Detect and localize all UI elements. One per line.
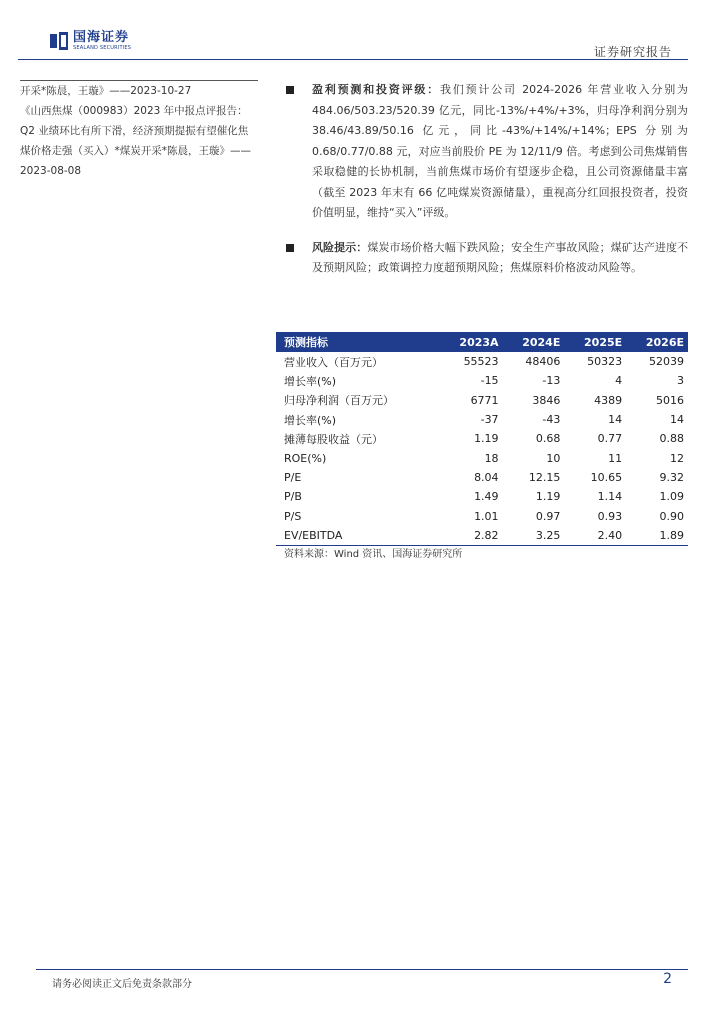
risk-paragraph: [286, 238, 688, 279]
bullet-square-icon: [286, 244, 294, 252]
table-row: [276, 487, 688, 506]
value-cell: 4: [615, 374, 623, 388]
row-label-cell: EV/EBITDA: [276, 526, 439, 546]
value-cell: 0.97: [535, 509, 561, 523]
value-cell: 2.82: [439, 526, 502, 546]
value-cell: 12.15: [528, 470, 561, 484]
forecast-table: [276, 332, 688, 546]
value-cell: 1.19: [474, 432, 499, 446]
logo-mark-icon: [50, 32, 68, 50]
table-row: [276, 391, 688, 410]
logo-name-cn: 国海证券: [73, 30, 130, 45]
value-cell: 2.40: [564, 526, 626, 546]
table-row: [276, 429, 688, 448]
value-cell: -37: [480, 413, 499, 427]
value-cell: 8.04: [474, 470, 499, 484]
forecast-lead: 盈利预测和投资评级：: [312, 83, 441, 96]
table-header-cell: 2025E: [584, 335, 623, 349]
value-cell: 0.68: [535, 432, 561, 446]
value-cell: 10.65: [590, 470, 623, 484]
table-row: [276, 468, 688, 487]
summary-section: [286, 80, 688, 293]
table-row: [276, 526, 688, 546]
company-logo: [50, 31, 131, 51]
risk-body: 煤炭市场价格大幅下跌风险；安全生产事故风险；煤矿达产进度不及预期风险；政策调控力度超预期风险；焦煤原料价格波动风险等。: [312, 240, 689, 274]
table-source: 资料来源：Wind 资讯、国海证券研究所: [284, 549, 463, 560]
table-header-cell: 2024E: [522, 335, 561, 349]
row-label-cell: P/B: [284, 490, 302, 504]
logo-name-en: SEALAND SECURITIES: [73, 45, 132, 51]
report-type: 证券研究报告: [593, 45, 672, 59]
row-label-cell: 归母净利润（百万元）: [284, 394, 394, 408]
value-cell: 18: [484, 451, 499, 465]
value-cell: 0.77: [597, 432, 623, 446]
row-label-cell: P/E: [284, 470, 302, 484]
value-cell: 14: [608, 413, 623, 427]
table-row: [276, 448, 688, 467]
value-cell: 1.14: [597, 490, 623, 504]
table-row: [276, 506, 688, 525]
value-cell: 1.01: [474, 509, 499, 523]
related-reports: [20, 80, 258, 181]
value-cell: 55523: [463, 355, 499, 369]
table-row: [276, 371, 688, 390]
table-header-cell: 2026E: [645, 335, 684, 349]
value-cell: 14: [670, 413, 684, 427]
table-header-row: [276, 332, 688, 352]
value-cell: 3: [677, 374, 684, 388]
value-cell: -13: [542, 374, 561, 388]
value-cell: 52039: [649, 355, 684, 369]
table-header-cell: 2023A: [459, 335, 499, 349]
value-cell: 4389: [594, 393, 623, 407]
value-cell: 6771: [470, 393, 499, 407]
value-cell: -43: [542, 413, 561, 427]
row-label-cell: 营业收入（百万元）: [284, 355, 383, 369]
value-cell: 0.90: [659, 509, 684, 523]
table-header-cell: 预测指标: [284, 336, 328, 349]
value-cell: 1.19: [535, 490, 561, 504]
value-cell: 3.25: [503, 526, 565, 546]
value-cell: 1.49: [474, 490, 499, 504]
table-row: [276, 410, 688, 429]
footer-divider: [36, 969, 688, 970]
related-report-item: 开采*陈晨，王璇》——2023-10-27: [20, 85, 192, 97]
value-cell: 48406: [525, 355, 561, 369]
value-cell: 10: [546, 451, 561, 465]
table-row: [276, 352, 688, 371]
value-cell: 0.93: [597, 509, 623, 523]
row-label-cell: 增长率(%): [284, 374, 337, 388]
related-report-item: 《山西焦煤（000983）2023 年中报点评报告：Q2 业绩环比有所下滑，经济预期提振有望催化焦煤价格走强（买入）*煤炭开采*陈晨，王璇》——2023-08-08: [20, 105, 251, 177]
forecast-body: 我们预计公司 2024-2026 年营业收入分别为 484.06/503.23/520.39 亿元，同比-13%/+4%/+3%，归母净利润分别为 38.46/43.89/50.16 亿元，同比-43%/+14%/+14%；EPS 分别为 0.68/0.77/0.88 元，对应当前股价 PE 为 12/11/9 倍。考虑到公司焦煤销售采取稳健的长协机制，当前焦煤市场价有望逐步企稳，且公司资源储量丰富（截至 2023 年末有 66 亿吨煤炭资源储量），重视高分红回报投资者，投资价值明显，维持“买入”评级。: [312, 83, 689, 219]
value-cell: 1.89: [626, 526, 688, 546]
row-label-cell: P/S: [284, 509, 302, 523]
value-cell: 12: [670, 451, 684, 465]
forecast-paragraph: [286, 80, 688, 224]
value-cell: 9.32: [659, 470, 684, 484]
risk-lead: 风险提示：: [312, 240, 368, 254]
value-cell: 11: [608, 451, 623, 465]
page-number: 2: [663, 971, 672, 987]
value-cell: 5016: [656, 393, 684, 407]
value-cell: 0.88: [659, 432, 684, 446]
value-cell: -15: [480, 374, 499, 388]
value-cell: 1.09: [659, 490, 684, 504]
value-cell: 3846: [532, 393, 561, 407]
row-label-cell: 摊薄每股收益（元）: [284, 432, 383, 446]
bullet-square-icon: [286, 86, 294, 94]
row-label-cell: ROE(%): [284, 451, 327, 465]
header-divider: [18, 59, 688, 60]
row-label-cell: 增长率(%): [284, 413, 337, 427]
footer-disclaimer: 请务必阅读正文后免责条款部分: [52, 979, 192, 990]
value-cell: 50323: [587, 355, 623, 369]
